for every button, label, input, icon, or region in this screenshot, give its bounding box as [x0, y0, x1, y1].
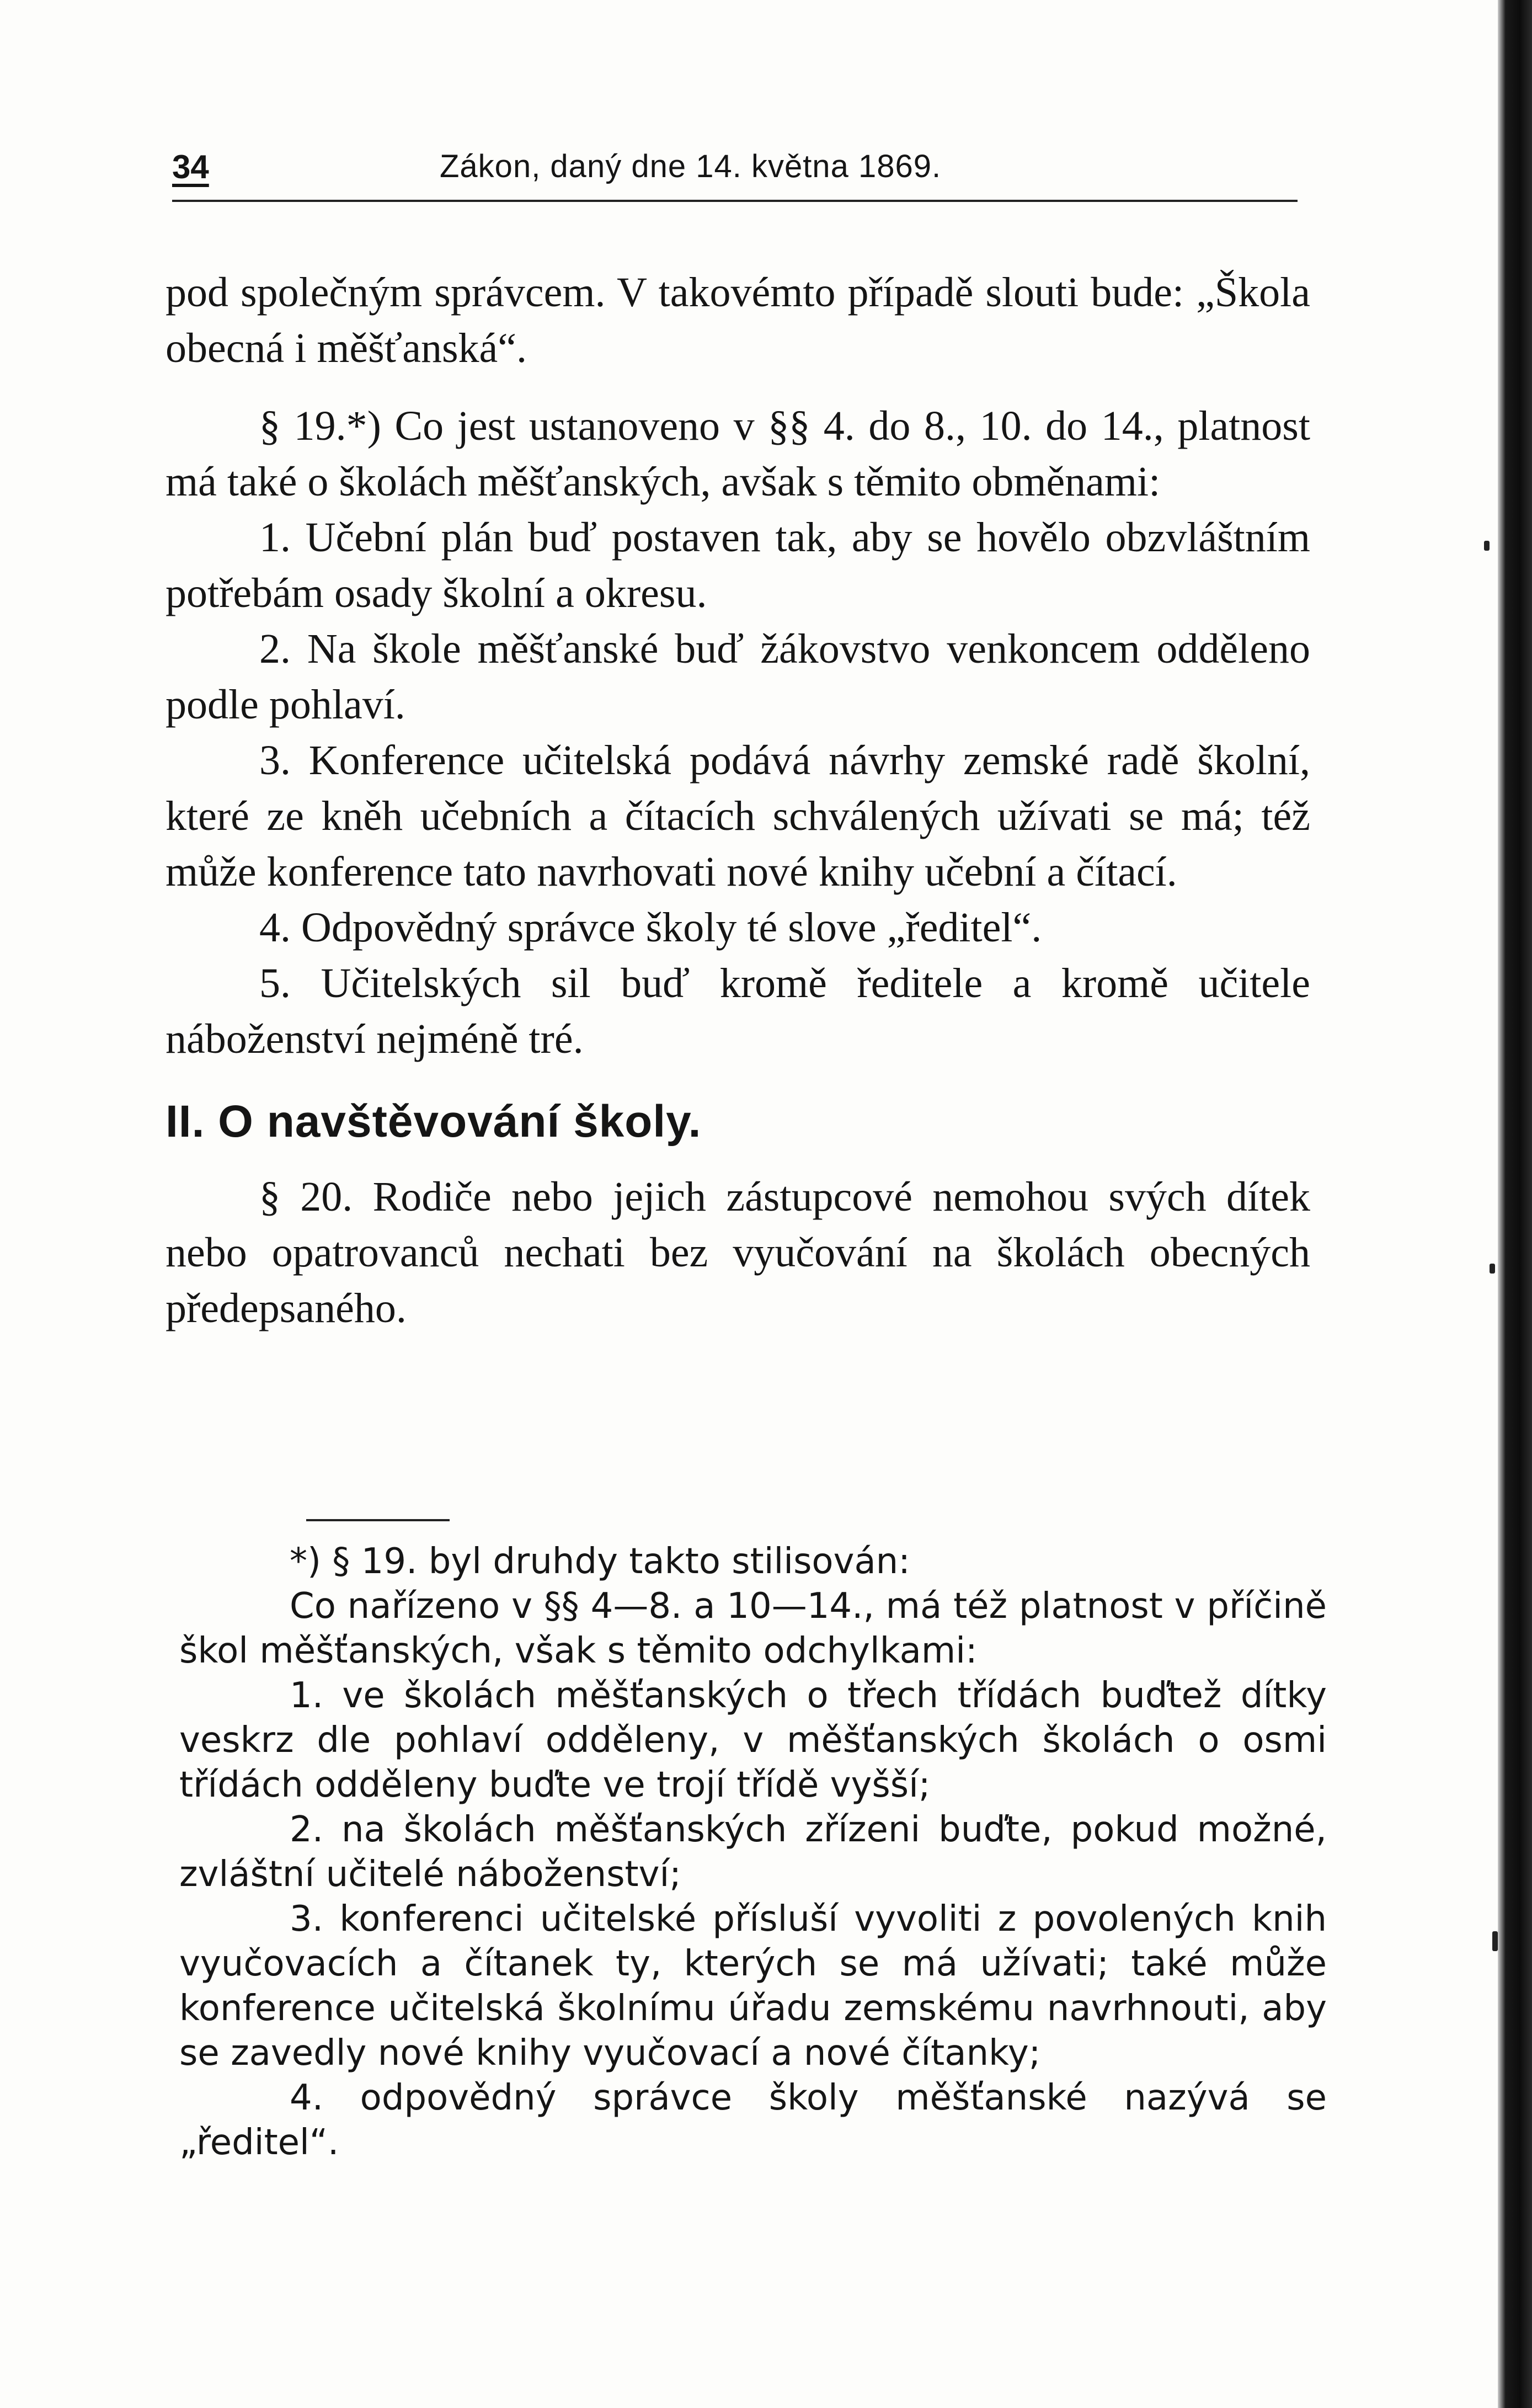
- list-item-5: 5. Učitelských sil buď kromě ředitele a kromě učitele náboženství nejméně tré.: [166, 960, 1310, 1062]
- paragraph-section-20: § 20. Rodiče nebo jejich zástupcové nemohou svých dítek nebo opatrovanců nechati bez vyučování na školách obecných předepsaného.: [166, 1174, 1310, 1331]
- header-rule: [172, 200, 1298, 202]
- footnote: [179, 1539, 1327, 2165]
- list-item-2: 2. Na škole měšťanské buď žákovstvo venkoncem odděleno podle pohlaví.: [166, 626, 1310, 728]
- footnote-item-3: 3. konferenci učitelské přísluší vyvoliti z povolených knih vyučovacích a čítanek ty, kterých se má užívati; také může konference učitelská školnímu úřadu zemskému navrhnouti, aby se zavedly nové knihy vyučovací a nové čítanky;: [179, 1899, 1327, 2074]
- page-number: 34: [172, 148, 209, 185]
- scan-speck: [1484, 541, 1490, 551]
- scan-edge: [1498, 0, 1532, 2408]
- paragraph-section-19: § 19.*) Co jest ustanoveno v §§ 4. do 8., 10. do 14., platnost má také o školách měšťanských, avšak s těmito obměnami:: [166, 403, 1310, 505]
- footnote-item-1: 1. ve školách měšťanských o třech třídách buďtež dítky veskrz dle pohlaví odděleny, v měšťanských školách o osmi třídách odděleny buďte ve trojí třídě vyšší;: [179, 1675, 1327, 1805]
- section-heading: II. O navštěvování školy.: [166, 1096, 702, 1147]
- spacer: [166, 376, 1310, 398]
- page-header: [172, 148, 1298, 192]
- scan-speck: [1490, 1264, 1495, 1274]
- list-item-4: 4. Odpovědný správce školy té slove „ředitel“.: [259, 904, 1042, 951]
- footnote-item-2: 2. na školách měšťanských zřízeni buďte, pokud možné, zvláštní učitelé náboženství;: [179, 1809, 1327, 1895]
- paragraph-continuation: pod společným správcem. V takovémto případě slouti bude: „Škola obecná i měšťanská“.: [166, 269, 1310, 371]
- footnote-item-4: 4. odpovědný správce školy měšťanské nazývá se „ředitel“.: [179, 2077, 1327, 2163]
- footnote-intro: *) § 19. byl druhdy takto stilisován:: [290, 1541, 910, 1582]
- body-text: [166, 265, 1310, 1336]
- list-item-1: 1. Učební plán buď postaven tak, aby se hovělo obzvláštním potřebám osady školní a okresu.: [166, 514, 1310, 616]
- scan-speck: [1492, 1931, 1498, 1951]
- list-item-3: 3. Konference učitelská podává návrhy zemské radě školní, které ze kněh učebních a čítacích schválených užívati se má; též může konference tato navrhovati nové knihy učební a čítací.: [166, 737, 1310, 895]
- footnote-lead: Co nařízeno v §§ 4—8. a 10—14., má též platnost v příčině škol měšťanských, však s těmito odchylkami:: [179, 1586, 1327, 1671]
- footnote-rule: [306, 1519, 450, 1521]
- running-head: Zákon, daný dne 14. května 1869.: [440, 148, 942, 184]
